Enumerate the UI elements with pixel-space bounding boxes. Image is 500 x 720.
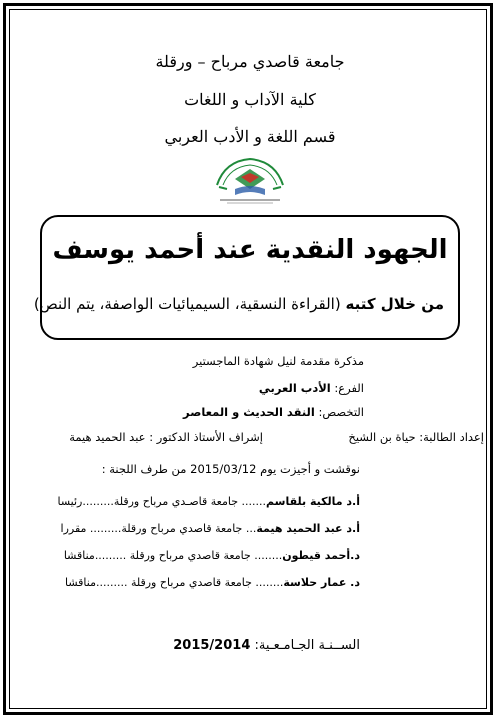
title-box: [33, 215, 460, 340]
subtitle-rest: (القراءة النسقية، السيميائيات الواصفة، يتم النص): [33, 295, 341, 313]
university-seal-icon: [205, 155, 295, 205]
thesis-type: مذكرة مقدمة لنيل شهادة الماجستير: [192, 354, 364, 368]
student-name: إعداد الطالبة: حياة بن الشيخ: [348, 430, 484, 444]
committee-member: [58, 495, 361, 508]
branch: [259, 381, 364, 395]
committee-member: [61, 522, 360, 535]
committee-role: ... جامعة قاصدي مرباح ورقلة......... مقررا: [60, 522, 257, 535]
defense-date: نوقشت و أجيزت يوم 2015/03/12 من طرف اللجنة :: [101, 462, 360, 476]
committee-name: أ.د عبد الحميد هيمة: [256, 522, 360, 535]
branch-label: الفرع:: [334, 381, 364, 395]
committee-role: ....... جامعة قاصـدي مرباح ورقلة.........رئيسا: [57, 495, 266, 508]
specialty: [183, 405, 364, 419]
thesis-title: الجهود النقدية عند أحمد يوسف: [52, 235, 448, 265]
year-value: 2015/2014: [173, 638, 251, 653]
committee-member: [65, 576, 360, 589]
committee-name: د.أحمد قيطون: [282, 549, 360, 562]
faculty-name: كلية الآداب و اللغات: [184, 90, 316, 109]
committee-role: ........ جامعة قاصدي مرباح ورقلة .........مناقشا: [63, 549, 283, 562]
branch-value: الأدب العربي: [258, 381, 331, 395]
thesis-subtitle: [34, 295, 444, 313]
university-name: جامعة قاصدي مرباح – ورقلة: [155, 52, 345, 71]
committee-member: [64, 549, 360, 562]
subtitle-bold: من خلال كتبه: [345, 295, 444, 313]
committee-role: ........ جامعة قاصدي مرباح ورقلة .........مناقشا: [65, 576, 284, 589]
academic-year: [173, 638, 360, 653]
supervisor-name: إشراف الأستاذ الدكتور : عبد الحميد هيمة: [69, 430, 263, 444]
committee-name: أ.د مالكية بلقاسم: [266, 495, 360, 508]
department-name: قسم اللغة و الأدب العربي: [164, 127, 336, 146]
committee-name: د. عمار حلاسة: [283, 576, 360, 589]
year-label: الســنـة الجـامـعـية:: [254, 638, 360, 653]
specialty-value: النقد الحديث و المعاصر: [183, 405, 315, 419]
specialty-label: التخصص:: [318, 405, 364, 419]
